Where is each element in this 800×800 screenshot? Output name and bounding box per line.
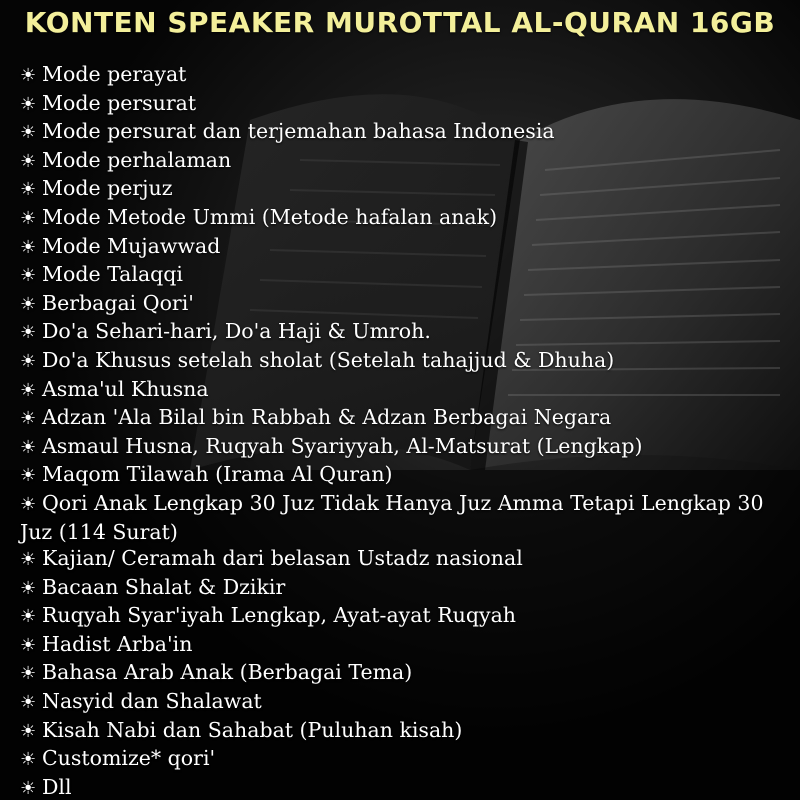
feature-label: Hadist Arba'in xyxy=(42,631,193,656)
feature-item xyxy=(20,545,790,574)
feature-label: Mode Metode Ummi (Metode hafalan anak) xyxy=(42,204,498,229)
feature-item xyxy=(20,490,790,545)
sun-asterisk-icon: ☀ xyxy=(20,150,37,172)
sun-asterisk-icon: ☀ xyxy=(20,350,37,372)
feature-label: Mode Talaqqi xyxy=(42,262,183,287)
feature-label: Mode perjuz xyxy=(42,176,173,201)
feature-item xyxy=(20,376,790,405)
feature-label: Adzan 'Ala Bilal bin Rabbah & Adzan Berbagai Negara xyxy=(42,405,612,430)
feature-item xyxy=(20,461,790,490)
feature-item xyxy=(20,688,790,717)
sun-asterisk-icon: ☀ xyxy=(20,720,37,742)
feature-item xyxy=(20,261,790,290)
feature-label: Mode Mujawwad xyxy=(42,233,221,258)
feature-item xyxy=(20,175,790,204)
feature-item xyxy=(20,745,790,774)
feature-item xyxy=(20,659,790,688)
feature-label: Mode persurat dan terjemahan bahasa Indonesia xyxy=(42,119,555,144)
feature-label: Berbagai Qori' xyxy=(42,290,194,315)
feature-label: Kisah Nabi dan Sahabat (Puluhan kisah) xyxy=(42,717,463,742)
feature-label: Bacaan Shalat & Dzikir xyxy=(42,574,286,599)
feature-item xyxy=(20,602,790,631)
feature-label: Do'a Sehari-hari, Do'a Haji & Umroh. xyxy=(42,319,431,344)
feature-item xyxy=(20,318,790,347)
feature-item xyxy=(20,147,790,176)
sun-asterisk-icon: ☀ xyxy=(20,634,37,656)
feature-item xyxy=(20,774,790,800)
sun-asterisk-icon: ☀ xyxy=(20,65,37,86)
sun-asterisk-icon: ☀ xyxy=(20,122,37,144)
feature-label: Kajian/ Ceramah dari belasan Ustadz nasional xyxy=(42,546,523,571)
sun-asterisk-icon: ☀ xyxy=(20,322,37,344)
poster-title: KONTEN SPEAKER MUROTTAL AL-QURAN 16GB xyxy=(24,6,776,39)
sun-asterisk-icon: ☀ xyxy=(20,379,37,401)
feature-item xyxy=(20,631,790,660)
feature-label: Dll xyxy=(42,774,72,799)
feature-item xyxy=(20,404,790,433)
feature-label: Bahasa Arab Anak (Berbagai Tema) xyxy=(42,660,413,685)
feature-label: Nasyid dan Shalawat xyxy=(42,689,262,714)
feature-item xyxy=(20,118,790,147)
sun-asterisk-icon: ☀ xyxy=(20,577,37,599)
feature-label: Maqom Tilawah (Irama Al Quran) xyxy=(42,462,393,487)
sun-asterisk-icon: ☀ xyxy=(20,777,37,799)
sun-asterisk-icon: ☀ xyxy=(20,606,37,628)
sun-asterisk-icon: ☀ xyxy=(20,549,37,571)
feature-label: Ruqyah Syar'iyah Lengkap, Ayat-ayat Ruqyah xyxy=(42,603,517,628)
feature-item xyxy=(20,347,790,376)
feature-item xyxy=(20,90,790,119)
feature-label: Qori Anak Lengkap 30 Juz Tidak Hanya Juz Amma Tetapi Lengkap 30 Juz (114 Surat) xyxy=(20,490,764,544)
feature-list xyxy=(20,61,790,800)
feature-label: Mode perhalaman xyxy=(42,147,232,172)
sun-asterisk-icon: ☀ xyxy=(20,408,37,430)
sun-asterisk-icon: ☀ xyxy=(20,493,37,515)
feature-label: Do'a Khusus setelah sholat (Setelah tahajjud & Dhuha) xyxy=(42,347,615,372)
feature-item xyxy=(20,290,790,319)
sun-asterisk-icon: ☀ xyxy=(20,93,37,115)
feature-label: Mode perayat xyxy=(42,62,187,86)
sun-asterisk-icon: ☀ xyxy=(20,293,37,315)
feature-item xyxy=(20,433,790,462)
sun-asterisk-icon: ☀ xyxy=(20,692,37,714)
sun-asterisk-icon: ☀ xyxy=(20,749,37,771)
feature-item xyxy=(20,204,790,233)
feature-item xyxy=(20,233,790,262)
feature-item xyxy=(20,61,790,90)
feature-label: Customize* qori' xyxy=(42,746,216,771)
sun-asterisk-icon: ☀ xyxy=(20,465,37,487)
feature-label: Mode persurat xyxy=(42,90,197,115)
sun-asterisk-icon: ☀ xyxy=(20,436,37,458)
sun-asterisk-icon: ☀ xyxy=(20,663,37,685)
sun-asterisk-icon: ☀ xyxy=(20,179,37,201)
feature-label: Asmaul Husna, Ruqyah Syariyyah, Al-Matsurat (Lengkap) xyxy=(42,433,643,458)
sun-asterisk-icon: ☀ xyxy=(20,236,37,258)
feature-item xyxy=(20,717,790,746)
feature-item xyxy=(20,574,790,603)
feature-label: Asma'ul Khusna xyxy=(42,376,209,401)
sun-asterisk-icon: ☀ xyxy=(20,207,37,229)
sun-asterisk-icon: ☀ xyxy=(20,265,37,287)
